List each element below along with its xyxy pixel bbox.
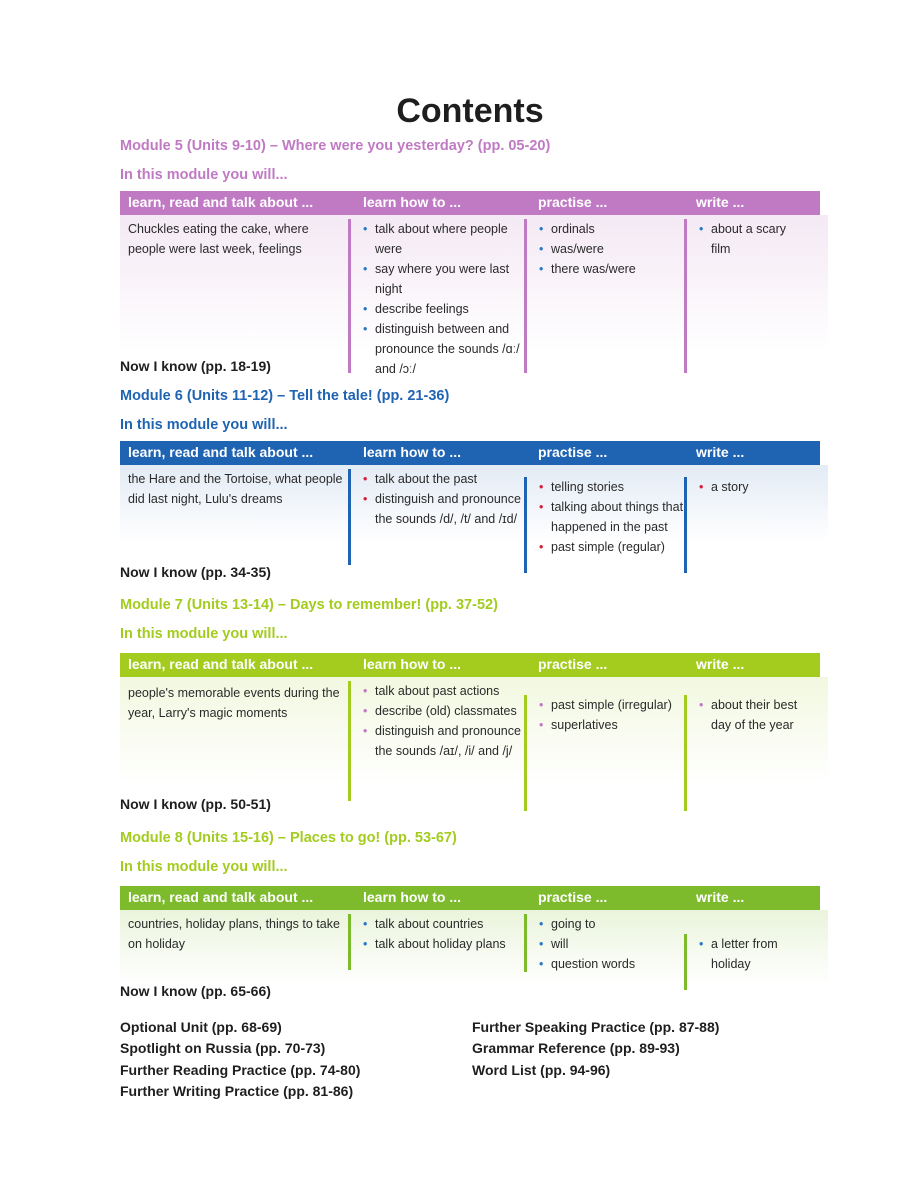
- module-7-now-i-know: Now I know (pp. 50-51): [120, 796, 271, 812]
- header-learn-how: learn how to ...: [363, 656, 462, 672]
- list-item: • describe (old) classmates: [363, 701, 533, 721]
- footer-item-further-reading: Further Reading Practice (pp. 74-80): [120, 1061, 361, 1078]
- list-item: • a story: [699, 477, 799, 497]
- topics-text: the Hare and the Tortoise, what people did last night, Lulu's dreams: [128, 472, 343, 506]
- header-learn-how: learn how to ...: [363, 889, 462, 905]
- module-8-practise-list: [524, 914, 689, 972]
- module-6-table-header: [120, 441, 820, 465]
- module-6-title: Module 6 (Units 11-12) – Tell the tale! (pp. 21-36): [120, 388, 450, 404]
- footer-item-further-writing: Further Writing Practice (pp. 81-86): [120, 1082, 354, 1099]
- header-write: write ...: [696, 656, 745, 672]
- topics-text: Chuckles eating the cake, where people were last week, feelings: [128, 222, 309, 256]
- module-6-now-i-know: Now I know (pp. 34-35): [120, 564, 271, 580]
- header-practise: practise ...: [538, 889, 608, 905]
- module-5-now-i-know: Now I know (pp. 18-19): [120, 358, 271, 374]
- module-5-table-header: [120, 191, 820, 215]
- header-learn-read-talk: learn, read and talk about ...: [128, 656, 314, 672]
- list-item: • distinguish between and pronounce the sounds /ɑː/ and /ɔː/: [363, 319, 533, 379]
- module-7-intro: In this module you will...: [120, 626, 288, 642]
- header-practise: practise ...: [538, 656, 608, 672]
- module-6-practise-list: [524, 477, 689, 573]
- topics-text: countries, holiday plans, things to take on holiday: [128, 917, 340, 951]
- topics-text: people's memorable events during the year, Larry's magic moments: [128, 686, 340, 720]
- module-8-learn-how-list: [348, 914, 533, 970]
- list-item: • past simple (irregular): [539, 695, 689, 715]
- footer-item-word-list: Word List (pp. 94-96): [472, 1061, 611, 1078]
- footer-left-list: [120, 1017, 360, 1102]
- list-item: • superlatives: [539, 715, 689, 735]
- list-item: • talk about past actions: [363, 681, 533, 701]
- page-title: Contents: [396, 92, 544, 130]
- footer-item-grammar-reference: Grammar Reference (pp. 89-93): [472, 1040, 680, 1057]
- list-item: • about their best day of the year: [699, 695, 799, 735]
- list-item: • question words: [539, 954, 689, 974]
- list-item: • distinguish and pronounce the sounds /aɪ/, /i/ and /j/: [363, 721, 533, 761]
- list-item: • a letter from holiday: [699, 934, 799, 974]
- list-item: • talk about where people were: [363, 219, 533, 259]
- header-practise: practise ...: [538, 444, 608, 460]
- module-7-table-header: [120, 653, 820, 677]
- module-5-table-body: [120, 215, 828, 375]
- module-7-practise-list: [524, 695, 689, 811]
- list-item: • talking about things that happened in the past: [539, 497, 689, 537]
- footer-right-list: [472, 1017, 719, 1081]
- module-7-table-body: [120, 677, 828, 812]
- footer-item-further-speaking: Further Speaking Practice (pp. 87-88): [472, 1019, 720, 1035]
- module-6-learn-how-list: [348, 469, 533, 565]
- module-5-practise-list: [524, 219, 689, 373]
- list-item: • talk about countries: [363, 914, 533, 934]
- header-practise: practise ...: [538, 194, 608, 210]
- list-item: • there was/were: [539, 259, 689, 279]
- module-7-title: Module 7 (Units 13-14) – Days to remember! (pp. 37-52): [120, 597, 498, 613]
- module-8-topics: [128, 914, 343, 954]
- list-item: • describe feelings: [363, 299, 533, 319]
- header-learn-how: learn how to ...: [363, 194, 462, 210]
- header-learn-read-talk: learn, read and talk about ...: [128, 194, 314, 210]
- list-item: • ordinals: [539, 219, 689, 239]
- list-item: • talk about holiday plans: [363, 934, 533, 954]
- module-5-intro: In this module you will...: [120, 167, 288, 183]
- list-item: • was/were: [539, 239, 689, 259]
- list-item: • say where you were last night: [363, 259, 533, 299]
- module-7-topics: [128, 683, 343, 723]
- module-8-table-header: [120, 886, 820, 910]
- module-7-learn-how-list: [348, 681, 533, 801]
- list-item: • past simple (regular): [539, 537, 689, 557]
- module-5-topics: [128, 219, 343, 259]
- module-5-title: Module 5 (Units 9-10) – Where were you yesterday? (pp. 05-20): [120, 138, 551, 154]
- header-learn-how: learn how to ...: [363, 444, 462, 460]
- list-item: • distinguish and pronounce the sounds /d/, /t/ and /ɪd/: [363, 489, 533, 529]
- module-5-learn-how-list: [348, 219, 533, 376]
- module-7-write-list: [684, 695, 799, 811]
- module-8-title: Module 8 (Units 15-16) – Places to go! (pp. 53-67): [120, 830, 457, 846]
- list-item: • telling stories: [539, 477, 689, 497]
- header-learn-read-talk: learn, read and talk about ...: [128, 444, 314, 460]
- module-8-intro: In this module you will...: [120, 859, 288, 875]
- header-learn-read-talk: learn, read and talk about ...: [128, 889, 314, 905]
- list-item: • talk about the past: [363, 469, 533, 489]
- list-item: • will: [539, 934, 689, 954]
- header-write: write ...: [696, 889, 745, 905]
- header-write: write ...: [696, 194, 745, 210]
- module-6-table-body: [120, 465, 828, 575]
- module-6-topics: [128, 469, 343, 509]
- list-item: • about a scary film: [699, 219, 799, 259]
- module-8-write-list: [684, 934, 799, 990]
- footer-item-optional-unit: Optional Unit (pp. 68-69): [120, 1019, 282, 1035]
- footer-item-spotlight-russia: Spotlight on Russia (pp. 70-73): [120, 1040, 326, 1057]
- header-write: write ...: [696, 444, 745, 460]
- module-6-intro: In this module you will...: [120, 417, 288, 433]
- module-6-write-list: [684, 477, 799, 573]
- module-5-write-list: [684, 219, 799, 373]
- module-8-now-i-know: Now I know (pp. 65-66): [120, 983, 271, 999]
- list-item: • going to: [539, 914, 689, 934]
